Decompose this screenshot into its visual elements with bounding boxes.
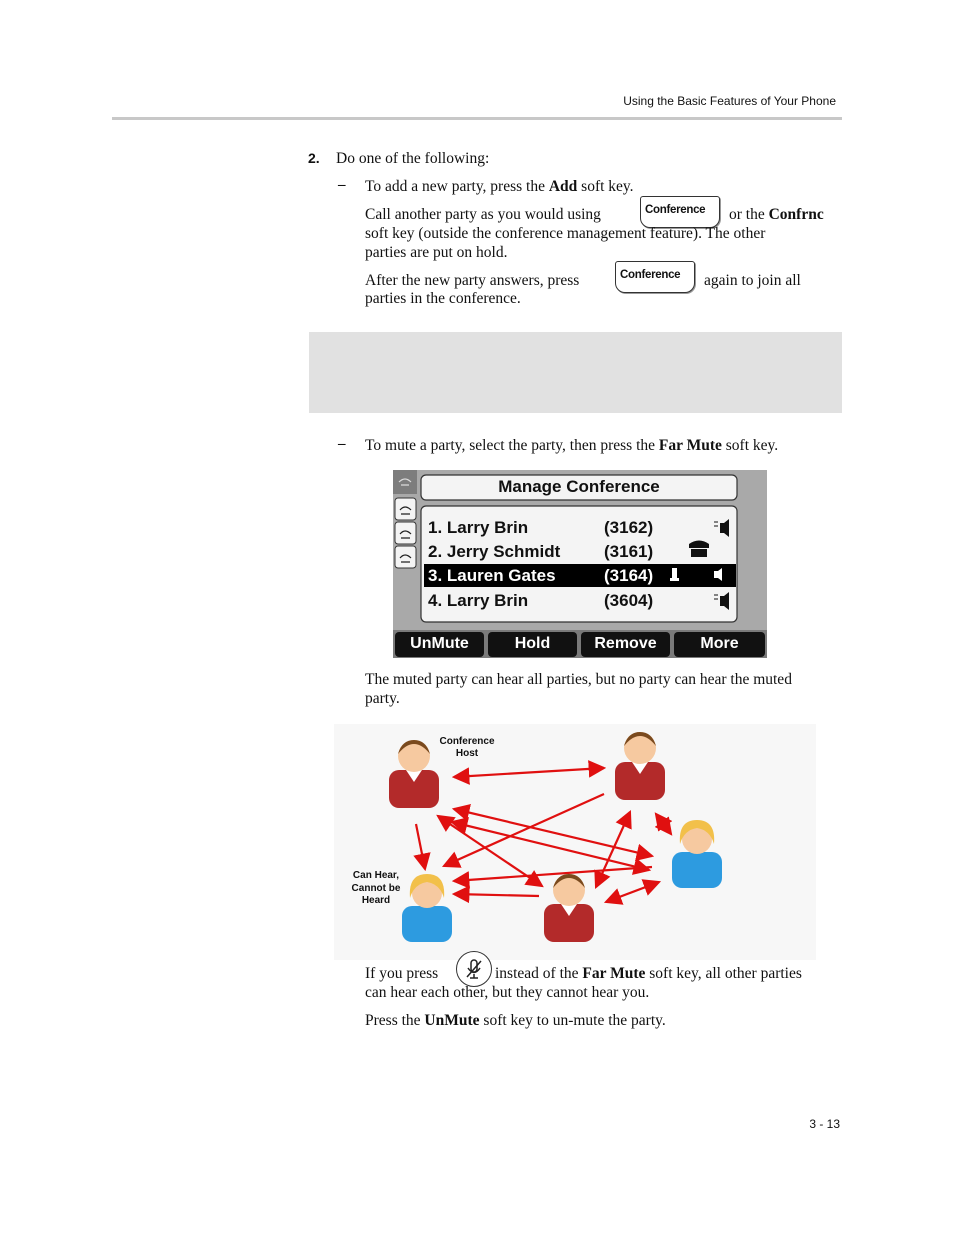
line-key-3	[395, 522, 416, 544]
muted-para-line2: party.	[365, 690, 400, 707]
row-4-ext: (3604)	[604, 591, 654, 610]
or-the-text: or the	[729, 206, 769, 223]
running-header: Using the Basic Features of Your Phone	[623, 94, 836, 108]
row-1-name[interactable]: 1. Larry Brin	[428, 518, 529, 537]
call-another-line3: parties are put on hold.	[365, 244, 508, 261]
mute-key[interactable]	[456, 951, 492, 987]
conference-diagram	[334, 724, 816, 960]
muted-label-line2: Cannot be	[351, 882, 401, 894]
bullet2-post: soft key.	[721, 437, 779, 454]
arrow-male2-muted	[454, 894, 539, 896]
row-3-name[interactable]: 3. Lauren Gates	[428, 566, 556, 585]
softkey-more-label: More	[700, 635, 739, 652]
add-keyword: Add	[548, 178, 578, 195]
host-label	[430, 736, 504, 760]
participant-male-icon	[615, 732, 665, 800]
line-key-4	[395, 546, 416, 568]
line-key-1	[393, 470, 417, 494]
far-mute-keyword-2: Far Mute	[582, 965, 646, 982]
header-rule	[112, 117, 842, 120]
conference-key-2[interactable]	[615, 261, 695, 293]
muted-label	[342, 870, 410, 908]
unmute-pre: Press the	[365, 1012, 425, 1029]
participant-male-icon	[544, 874, 594, 942]
participant-female-icon	[672, 820, 722, 888]
bullet2-text	[365, 436, 778, 455]
bullet1-text: To add a new party, press the	[365, 178, 549, 195]
conference-key-label: Conference	[645, 204, 706, 216]
bullet1-line1	[365, 177, 634, 196]
phone-screen	[393, 470, 767, 658]
call-another-line2: soft key (outside the conference management feature). The other	[365, 225, 766, 242]
step-intro: Do one of the following:	[336, 150, 490, 167]
unmute-para	[365, 1011, 666, 1030]
unmute-keyword: UnMute	[424, 1012, 480, 1029]
unmute-post: soft key to un-mute the party.	[479, 1012, 666, 1029]
call-another-text: Call another party as you would using	[365, 206, 601, 223]
step-number: 2.	[308, 150, 320, 166]
if-press-text: If you press	[365, 965, 439, 982]
if-press-rest	[495, 964, 802, 983]
after-answer-line2: parties in the conference.	[365, 290, 521, 307]
softkey-hold-label: Hold	[514, 635, 551, 652]
instead-text: instead of the	[495, 965, 583, 982]
bullet2-pre: To mute a party, select the party, then press the	[365, 437, 659, 454]
conference-key-label: Conference	[620, 269, 681, 281]
arrow-host-muted	[416, 824, 425, 869]
line-key-2	[395, 498, 416, 520]
all-other-text: soft key, all other parties	[645, 965, 802, 982]
confrnc-text	[729, 205, 824, 224]
row-4-name[interactable]: 4. Larry Brin	[428, 591, 529, 610]
far-mute-keyword: Far Mute	[658, 437, 722, 454]
bullet-dash: –	[338, 177, 346, 193]
if-press-line2: can hear each other, but they cannot hear you.	[365, 984, 650, 1001]
arrow-female-muted	[454, 867, 652, 881]
phone-screen-graphic	[393, 470, 767, 658]
host-label-line1: Conference	[439, 736, 495, 747]
confrnc-keyword: Confrnc	[768, 206, 824, 223]
softkey-unmute-label: UnMute	[410, 635, 469, 652]
row-2-name[interactable]: 2. Jerry Schmidt	[428, 542, 561, 561]
screen-title: Manage Conference	[498, 477, 660, 496]
bullet1-text-end: soft key.	[577, 178, 634, 195]
row-3-ext: (3164)	[604, 566, 654, 585]
muted-label-line1: Can Hear,	[352, 870, 400, 881]
bullet-dash-2: –	[338, 436, 346, 452]
arrow-female-male2	[606, 882, 659, 902]
muted-label-line3: Heard	[361, 895, 391, 906]
page-number: 3 - 13	[809, 1117, 840, 1131]
after-answer-text: After the new party answers, press	[365, 272, 580, 289]
note-box	[309, 332, 842, 413]
softkey-remove-label: Remove	[594, 635, 657, 652]
conference-diagram-graphic	[334, 724, 816, 960]
arrow-male1-muted	[444, 794, 604, 866]
arrow-male1-female	[656, 814, 671, 834]
arrow-host-male1	[454, 768, 604, 777]
muted-para-line1: The muted party can hear all parties, but no party can hear the muted	[365, 671, 792, 688]
again-join-text: again to join all	[704, 272, 801, 289]
row-1-ext: (3162)	[604, 518, 654, 537]
microphone-mute-icon	[457, 952, 491, 986]
row-2-ext: (3161)	[604, 542, 654, 561]
host-label-line2: Host	[455, 748, 479, 759]
